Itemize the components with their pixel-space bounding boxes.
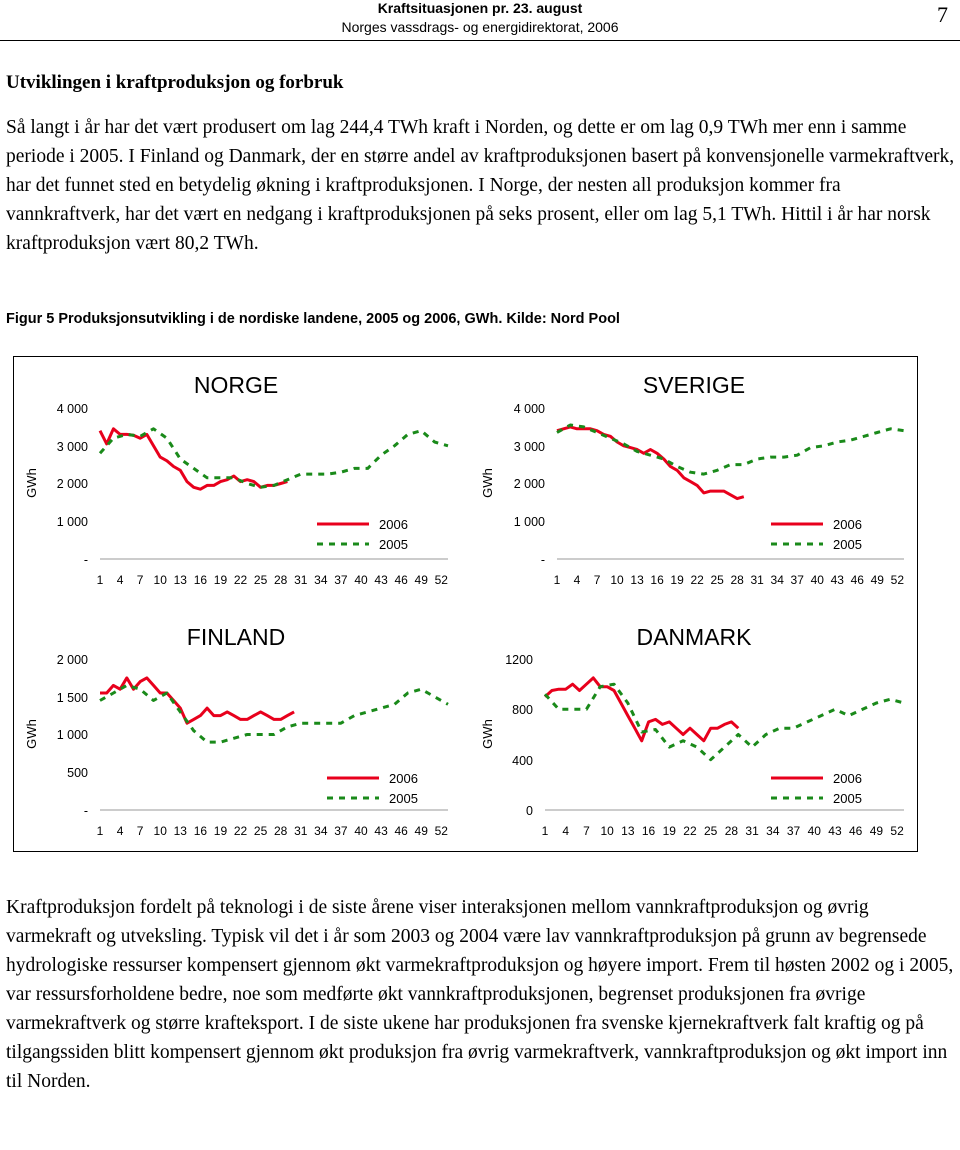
danmark-x-tick: 10	[600, 824, 614, 838]
finland-x-tick: 10	[153, 824, 167, 838]
sverige-y-tick: 2 000	[513, 477, 545, 491]
sverige-x-tick: 4	[573, 573, 581, 587]
norge-x-tick: 19	[213, 573, 228, 587]
page-number: 7	[937, 2, 948, 27]
norge-x-tick: 34	[314, 573, 328, 587]
norge-x-tick: 40	[354, 573, 368, 587]
section-heading: Utviklingen i kraftproduksjon og forbruk	[6, 72, 344, 93]
intro-paragraph: Så langt i år har det vært produsert om lag 244,4 TWh kraft i Norden, og dette er om lag 0,9 TWh mer enn i samme periode i 2005. I Finland og Danmark, der en større andel av kraftproduksjonen basert på konvensjonelle varmekraftverk, har det funnet sted en betydelig økning i kraftproduksjonen. I Norge, der nesten all produksjon kommer fra vannkraftverk, har det vært en nedgang i kraftproduksjonen på seks prosent, eller om lag 5,1 TWh. Hittil i år har norsk kraftproduksjon vært 80,2 TWh.	[6, 117, 955, 254]
norge-x-tick: 1	[96, 573, 104, 587]
finland-y-axis-label: GWh	[24, 719, 39, 749]
danmark-y-tick: 1200	[505, 653, 533, 667]
norge-y-tick: 4 000	[56, 402, 88, 416]
danmark-y-tick: 400	[512, 754, 533, 768]
sverige-series-2005-line	[557, 425, 904, 474]
finland-x-tick: 31	[294, 824, 308, 838]
sverige-chart-title: SVERIGE	[642, 372, 746, 398]
finland-series-2006-line	[100, 678, 294, 723]
finland-x-tick: 1	[96, 824, 104, 838]
finland-x-tick: 25	[253, 824, 268, 838]
sverige-x-tick: 31	[750, 573, 764, 587]
danmark-series-2005-line	[545, 684, 904, 760]
finland-x-tick: 13	[173, 824, 187, 838]
norge-x-tick: 49	[414, 573, 428, 587]
sverige-y-tick: 3 000	[513, 440, 545, 454]
header-divider	[0, 40, 960, 41]
norge-x-tick: 52	[434, 573, 448, 587]
norge-legend-2005-label: 2005	[379, 537, 408, 552]
sverige-x-tick: 52	[890, 573, 905, 587]
sverige-x-tick: 19	[670, 573, 684, 587]
charts-svg	[14, 357, 917, 851]
finland-x-tick: 43	[374, 824, 388, 838]
finland-x-tick: 16	[193, 824, 208, 838]
danmark-x-tick: 22	[683, 824, 697, 838]
norge-x-tick: 4	[116, 573, 124, 587]
running-header-title: Kraftsituasjonen pr. 23. august	[377, 0, 583, 16]
finland-x-tick: 46	[394, 824, 408, 838]
norge-x-tick: 43	[374, 573, 388, 587]
finland-x-tick: 49	[414, 824, 428, 838]
finland-y-tick: 2 000	[56, 653, 88, 667]
finland-y-tick: -	[83, 804, 88, 818]
sverige-x-tick: 7	[593, 573, 601, 587]
finland-y-tick: 500	[67, 766, 88, 780]
finland-x-tick: 28	[274, 824, 288, 838]
norge-y-axis-label: GWh	[24, 468, 39, 498]
danmark-x-tick: 46	[848, 824, 863, 838]
finland-x-tick: 52	[434, 824, 448, 838]
norge-x-tick: 46	[394, 573, 408, 587]
figure-caption: Figur 5 Produksjonsutvikling i de nordiske landene, 2005 og 2006, GWh. Kilde: Nord Pool	[6, 311, 620, 327]
sverige-series-2006-line	[557, 427, 744, 499]
danmark-x-tick: 4	[562, 824, 570, 838]
technology-paragraph: Kraftproduksjon fordelt på teknologi i de siste årene viser interaksjonen mellom vannkraftproduksjon og øvrig varmekraft og utveksling. Typisk vil det i år som 2003 og 2004 være lav vannkraftproduksjon på grunn av begrensede hydrologiske ressurser kompensert gjennom økt varmekraftproduksjon og høyere import. Frem til høsten 2002 og i 2005, var ressursforholdene bedre, noe som medførte økt vannkraftproduksjonen, begrenset produksjonen fra øvrige varmekraftverk og større krafteksport. I de siste ukene har produksjonen fra svenske kjernekraftverk falt kraftig og på tilgangssiden blitt kompensert gjennom økt produksjon fra øvrig varmekraftverk, vannkraftproduksjon og økt import inn til Norden.	[6, 897, 954, 1092]
norge-series-2006-line	[100, 429, 287, 489]
sverige-legend-2006-label: 2006	[833, 517, 862, 532]
norge-series-2005-line	[100, 429, 448, 488]
danmark-y-tick: 0	[526, 804, 533, 818]
norge-x-tick: 7	[136, 573, 144, 587]
sverige-x-tick: 43	[830, 573, 844, 587]
danmark-x-tick: 43	[828, 824, 842, 838]
norge-x-tick: 25	[253, 573, 268, 587]
finland-legend-2005-label: 2005	[389, 791, 418, 806]
sverige-y-tick: 4 000	[513, 402, 545, 416]
running-header-subtitle: Norges vassdrags- og energidirektorat, 2006	[341, 19, 619, 35]
finland-x-tick: 34	[314, 824, 328, 838]
sverige-y-tick: 1 000	[513, 515, 545, 529]
norge-x-tick: 10	[153, 573, 167, 587]
finland-x-tick: 7	[136, 824, 144, 838]
sverige-x-tick: 28	[730, 573, 744, 587]
danmark-y-axis-label: GWh	[480, 719, 495, 749]
sverige-x-tick: 40	[810, 573, 824, 587]
danmark-x-tick: 1	[541, 824, 549, 838]
danmark-x-tick: 52	[890, 824, 904, 838]
sverige-x-tick: 10	[610, 573, 624, 587]
danmark-x-tick: 13	[621, 824, 635, 838]
danmark-x-tick: 31	[745, 824, 759, 838]
finland-chart-title: FINLAND	[186, 624, 286, 650]
norge-legend-2006-label: 2006	[379, 517, 408, 532]
sverige-x-tick: 34	[770, 573, 784, 587]
sverige-x-tick: 37	[790, 573, 804, 587]
danmark-chart-title: DANMARK	[636, 624, 752, 650]
danmark-x-tick: 16	[641, 824, 656, 838]
norge-x-tick: 28	[274, 573, 288, 587]
sverige-x-tick: 16	[650, 573, 664, 587]
norge-x-tick: 16	[193, 573, 208, 587]
danmark-x-tick: 19	[662, 824, 676, 838]
norge-y-tick: 2 000	[56, 477, 88, 491]
finland-x-tick: 37	[334, 824, 348, 838]
danmark-x-tick: 37	[786, 824, 801, 838]
danmark-x-tick: 28	[724, 824, 739, 838]
danmark-legend-2005-label: 2005	[833, 791, 862, 806]
danmark-x-tick: 7	[583, 824, 590, 838]
danmark-x-tick: 34	[766, 824, 780, 838]
norge-y-tick: -	[83, 553, 88, 567]
sverige-y-axis-label: GWh	[480, 468, 495, 498]
norge-x-tick: 22	[233, 573, 248, 587]
sverige-x-tick: 1	[553, 573, 561, 587]
sverige-x-tick: 49	[870, 573, 884, 587]
finland-x-tick: 4	[116, 824, 124, 838]
danmark-legend-2006-label: 2006	[833, 771, 862, 786]
figure-panel	[13, 356, 918, 852]
norge-y-tick: 1 000	[56, 515, 88, 529]
sverige-y-tick: -	[540, 553, 545, 567]
finland-x-tick: 19	[213, 824, 228, 838]
norge-x-tick: 13	[173, 573, 187, 587]
norge-chart-title: NORGE	[193, 372, 279, 398]
finland-series-2005-line	[100, 685, 448, 742]
danmark-y-tick: 800	[512, 703, 533, 717]
finland-x-tick: 22	[233, 824, 248, 838]
sverige-x-tick: 13	[630, 573, 644, 587]
sverige-x-tick: 22	[690, 573, 704, 587]
danmark-x-tick: 40	[807, 824, 821, 838]
sverige-x-tick: 25	[710, 573, 724, 587]
norge-x-tick: 37	[334, 573, 348, 587]
sverige-legend-2005-label: 2005	[833, 537, 862, 552]
norge-x-tick: 31	[294, 573, 308, 587]
danmark-x-tick: 49	[869, 824, 884, 838]
norge-y-tick: 3 000	[56, 440, 88, 454]
finland-x-tick: 40	[354, 824, 368, 838]
sverige-x-tick: 46	[850, 573, 864, 587]
finland-legend-2006-label: 2006	[389, 771, 418, 786]
finland-y-tick: 1 000	[56, 728, 88, 742]
finland-y-tick: 1 500	[56, 691, 88, 705]
danmark-x-tick: 25	[704, 824, 718, 838]
